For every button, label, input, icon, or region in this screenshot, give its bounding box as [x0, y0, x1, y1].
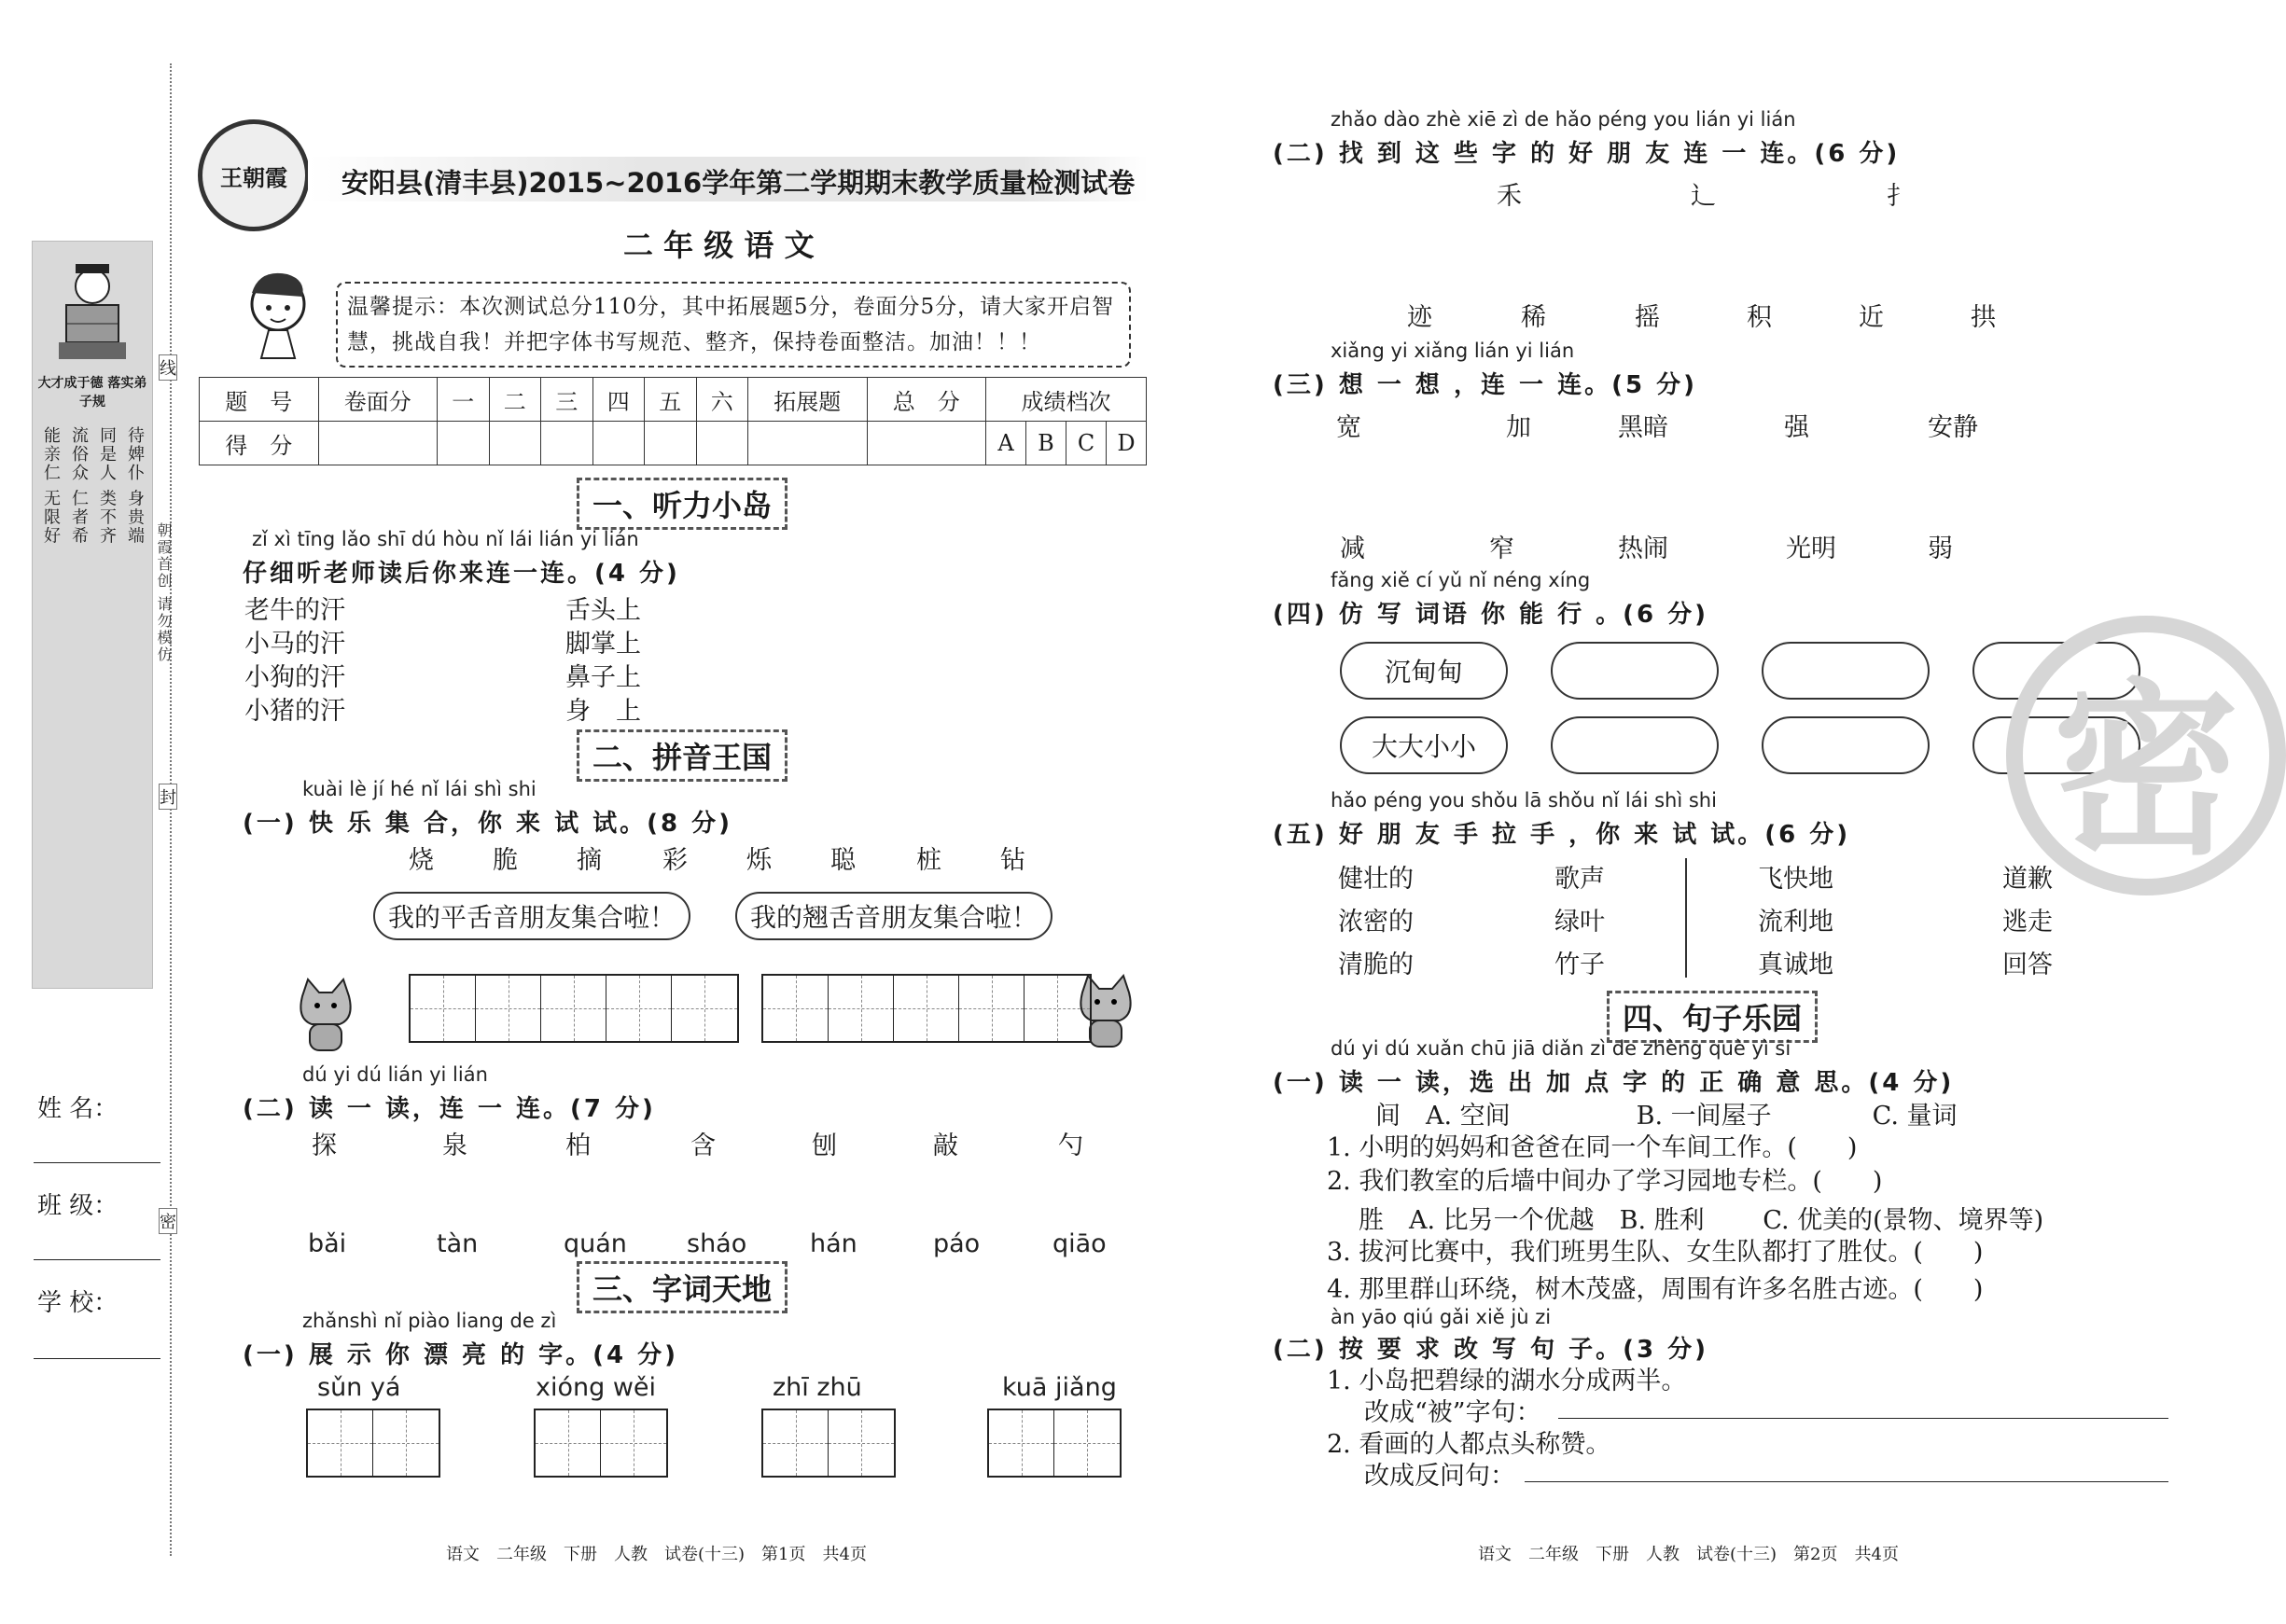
char-item: 勺 [1058, 1131, 1083, 1160]
pinyin-line: dú yi dú lián yi lián [302, 1063, 488, 1086]
match-right-item: 舌头上 [565, 596, 641, 625]
pinyin-line: dú yi dú xuǎn chū jiā diǎn zì de zhèng què yì si [1331, 1037, 1791, 1060]
question-imitate-words: (四) 仿 写 词语 你 能 行 。(6 分) [1273, 601, 1709, 629]
char-item: 稀 [1521, 303, 1546, 332]
footer-page-1: 语文 二年级 下册 人教 试卷(十三) 第1页 共4页 [446, 1545, 867, 1564]
word-item: 道歉 [2002, 865, 2053, 894]
match-left-item: 小狗的汗 [244, 663, 345, 692]
writing-grid-curled-tongue[interactable] [761, 974, 1092, 1043]
question-find-friends: (二) 找 到 这 些 字 的 好 朋 友 连 一 连。(6 分) [1273, 140, 1901, 168]
pinyin-line: zǐ xì tīng lǎo shī dú hòu nǐ lái lián yi lián [252, 528, 639, 550]
score-header-cell: 二 [489, 378, 541, 422]
match-right-item: 鼻子上 [565, 663, 641, 692]
match-left-item: 老牛的汗 [244, 596, 345, 625]
word-item: 流利地 [1758, 908, 1833, 937]
score-cell[interactable] [867, 422, 986, 465]
word-cloud-answer[interactable] [1551, 642, 1719, 700]
score-cell[interactable] [645, 422, 697, 465]
sidebar-verses [33, 426, 152, 546]
score-table-score-row [200, 422, 1147, 465]
pinyin-item: qiāo [1052, 1229, 1107, 1258]
char-item: 泉 [442, 1131, 467, 1160]
word-item: 回答 [2002, 951, 2053, 979]
definition-options-sheng: 胜 A. 比另一个优越 B. 胜利 C. 优美的(景物、境界等) [1359, 1206, 2044, 1235]
word-item: 歌声 [1554, 865, 1605, 894]
score-header-cell: 拓展题 [748, 378, 868, 422]
char-item: 拱 [1971, 303, 1996, 332]
score-header-cell: 四 [592, 378, 645, 422]
word-item: 减 [1340, 534, 1365, 563]
pinyin-line: hǎo péng you shǒu lā shǒu nǐ lái shì shi [1331, 789, 1717, 812]
sentence-item: 1. 小明的妈妈和爸爸在同一个车间工作。( ) [1327, 1133, 1858, 1162]
grid-cell[interactable] [959, 976, 1025, 1041]
publisher-logo [198, 119, 310, 231]
grid-cell[interactable] [411, 976, 476, 1041]
speech-bubble-flat-tongue: 我的平舌音朋友集合啦！ [373, 892, 690, 940]
sidebar-motto-panel [32, 241, 153, 989]
word-item: 强 [1784, 413, 1809, 442]
sentence-item: 1. 小岛把碧绿的湖水分成两半。 [1327, 1367, 1687, 1395]
radical-item: 辶 [1691, 182, 1716, 211]
tips-box [336, 282, 1131, 368]
section-title-listening: 一、听力小岛 [577, 478, 788, 530]
question-show-characters: (一) 展 示 你 漂 亮 的 字。(4 分) [243, 1341, 679, 1369]
cat-illustration-left [293, 978, 358, 1058]
score-header-cell: 六 [696, 378, 748, 422]
pinyin-line: xiǎng yi xiǎng lián yi lián [1331, 340, 1575, 362]
score-cell[interactable] [541, 422, 593, 465]
char-item: 敲 [933, 1131, 958, 1160]
verse: 待婢仆 身贵端 [125, 426, 145, 546]
score-table [199, 377, 1147, 465]
grade-cell[interactable]: A [986, 422, 1026, 465]
rewrite-label-rhetorical: 改成反问句： [1364, 1462, 1515, 1491]
sentence-item: 3. 拔河比赛中，我们班男生队、女生队都打了胜仗。( ) [1327, 1238, 1984, 1267]
pinyin-line: kuài lè jí hé nǐ lái shì shi [302, 778, 537, 800]
score-header-cell: 卷面分 [318, 378, 438, 422]
word-cloud-answer[interactable] [1551, 716, 1719, 774]
char-item: 烧 [409, 846, 434, 875]
sentence-item: 4. 那里群山环绕，树木茂盛，周围有许多名胜古迹。( ) [1327, 1275, 1984, 1304]
sidebar-motto: 大才成于德 落实弟子规 [37, 376, 147, 409]
pinyin-item: hán [810, 1229, 857, 1258]
answer-line-rhetorical[interactable] [1525, 1481, 2168, 1482]
word-item: 热闹 [1618, 534, 1668, 563]
grid-cell[interactable] [541, 976, 606, 1041]
writing-grid-word-1[interactable] [306, 1409, 440, 1478]
score-header-cell: 三 [541, 378, 593, 422]
pinyin-item: páo [933, 1229, 981, 1258]
grid-cell[interactable] [1025, 976, 1090, 1041]
speech-bubble-curled-tongue: 我的翘舌音朋友集合啦！ [735, 892, 1052, 940]
score-cell[interactable] [592, 422, 645, 465]
word-item: 清脆的 [1338, 951, 1414, 979]
binding-mark-2: 封 [159, 784, 177, 810]
name-field[interactable] [34, 1162, 160, 1163]
match-right-item: 身 上 [565, 697, 641, 726]
score-cell[interactable] [489, 422, 541, 465]
grid-cell[interactable] [536, 1410, 601, 1476]
grid-cell[interactable] [989, 1410, 1054, 1476]
score-cell[interactable] [318, 422, 438, 465]
question-rewrite-sentences: (二) 按 要 求 改 写 句 子。(3 分) [1273, 1336, 1709, 1364]
writing-grid-word-3[interactable] [761, 1409, 896, 1478]
word-cloud-example-2: 大大小小 [1340, 716, 1508, 774]
question-think-connect: (三) 想 一 想 ，连 一 连。(5 分) [1273, 371, 1697, 399]
radical-item: 禾 [1497, 182, 1522, 211]
match-left-item: 小马的汗 [244, 630, 345, 659]
score-header-cell: 五 [645, 378, 697, 422]
section-title-pinyin: 二、拼音王国 [577, 729, 788, 782]
section-title-sentences: 四、句子乐园 [1607, 991, 1818, 1043]
word-item: 弱 [1928, 534, 1953, 563]
char-item: 脆 [493, 846, 518, 875]
confidential-seal [2006, 616, 2286, 895]
match-left-item: 小猪的汗 [244, 697, 345, 726]
question-read-connect: (二) 读 一 读，连 一 连。(7 分) [243, 1095, 656, 1123]
char-item: 柏 [565, 1131, 591, 1160]
name-label: 姓 名： [37, 1095, 118, 1123]
word-pinyin: xióng wěi [536, 1373, 657, 1402]
question-hand-in-hand: (五) 好 朋 友 手 拉 手 ，你 来 试 试。(6 分) [1273, 821, 1851, 849]
score-cell[interactable] [438, 422, 490, 465]
char-item: 含 [690, 1131, 716, 1160]
score-header-cell: 题 号 [200, 378, 319, 422]
score-table-header-row [200, 378, 1147, 422]
word-cloud-answer[interactable] [1762, 642, 1930, 700]
word-pinyin: sǔn yá [317, 1373, 401, 1402]
question-happy-gather: (一) 快 乐 集 合，你 来 试 试。(8 分) [243, 810, 733, 838]
word-item: 竹子 [1554, 951, 1605, 979]
tips-text: 温馨提示：本次测试总分110分，其中拓展题5分，卷面分5分，请大家开启智慧，挑战自我！并把字体书写规范、整齐，保持卷面整洁。加油！！！ [347, 295, 1115, 354]
grid-cell[interactable] [606, 976, 672, 1041]
word-item: 逃走 [2002, 908, 2053, 937]
sentence-item: 2. 我们教室的后墙中间办了学习园地专栏。( ) [1327, 1167, 1883, 1196]
char-item: 钻 [1000, 846, 1025, 875]
char-item: 桩 [916, 846, 941, 875]
subject-title: 二 年 级 语 文 [623, 228, 815, 263]
pinyin-line: zhǎo dào zhè xiē zì de hǎo péng you lián yi lián [1331, 108, 1796, 131]
char-item: 聪 [830, 846, 856, 875]
word-item: 飞快地 [1758, 865, 1833, 894]
grid-cell[interactable] [763, 976, 829, 1041]
word-item: 窄 [1489, 534, 1514, 563]
writing-grid-word-4[interactable] [987, 1409, 1122, 1478]
grid-cell[interactable] [476, 976, 541, 1041]
grade-cell[interactable]: C [1066, 422, 1107, 465]
char-item: 摇 [1635, 303, 1660, 332]
grade-cell[interactable]: B [1026, 422, 1066, 465]
char-item: 近 [1859, 303, 1884, 332]
pinyin-item: tàn [437, 1229, 479, 1258]
grid-cell[interactable] [829, 976, 894, 1041]
word-cloud-answer[interactable] [1762, 716, 1930, 774]
score-cell[interactable] [696, 422, 748, 465]
grade-cell[interactable]: D [1107, 422, 1147, 465]
grid-cell[interactable] [373, 1410, 439, 1476]
school-label: 学 校： [37, 1289, 118, 1317]
sentence-item: 2. 看画的人都点头称赞。 [1327, 1430, 1611, 1459]
grid-cell[interactable] [601, 1410, 666, 1476]
score-header-cell: 一 [438, 378, 490, 422]
question-choose-meaning: (一) 读 一 读，选 出 加 点 字 的 正 确 意 思。(4 分) [1273, 1069, 1955, 1097]
class-label: 班 级： [37, 1192, 118, 1220]
word-item: 安静 [1928, 413, 1978, 442]
grid-cell[interactable] [894, 976, 959, 1041]
verse: 流俗众 仁者希 [69, 426, 89, 546]
word-item: 绿叶 [1554, 908, 1605, 937]
score-header-cell: 总 分 [867, 378, 986, 422]
char-item: 刨 [812, 1131, 837, 1160]
grid-cell[interactable] [829, 1410, 894, 1476]
verse: 同是人 类不齐 [97, 426, 117, 546]
char-item: 探 [312, 1131, 337, 1160]
word-cloud-example-1: 沉甸甸 [1340, 642, 1508, 700]
char-item: 积 [1747, 303, 1772, 332]
char-item: 迹 [1407, 303, 1432, 332]
char-item: 烁 [746, 846, 772, 875]
pinyin-item: quán [564, 1229, 627, 1258]
word-item: 黑暗 [1618, 413, 1668, 442]
verse: 能亲仁 无限好 [41, 426, 61, 546]
section-title-words: 三、字词天地 [577, 1261, 788, 1313]
school-field[interactable] [34, 1358, 160, 1359]
definition-options-jian: 间 A. 空间 B. 一间屋子 C. 量词 [1375, 1102, 1958, 1131]
exam-title: 安阳县(清丰县)2015~2016学年第二学期期末教学质量检测试卷 [342, 167, 1136, 199]
binding-mark-3: 密 [159, 1208, 177, 1234]
rewrite-label-passive: 改成“被”字句： [1364, 1398, 1541, 1427]
writing-grid-word-2[interactable] [534, 1409, 668, 1478]
match-right-item: 脚掌上 [565, 630, 641, 659]
footer-page-2: 语文 二年级 下册 人教 试卷(十三) 第2页 共4页 [1478, 1545, 1899, 1564]
girl-mascot [231, 265, 325, 371]
word-item: 光明 [1786, 534, 1836, 563]
grid-cell[interactable] [308, 1410, 373, 1476]
writing-grid-flat-tongue[interactable] [409, 974, 739, 1043]
question-listening: 仔细听老师读后你来连一连。(4 分) [243, 560, 680, 588]
word-item: 浓密的 [1338, 908, 1414, 937]
pinyin-line: àn yāo qiú gǎi xiě jù zi [1331, 1306, 1552, 1328]
grid-cell[interactable] [763, 1410, 829, 1476]
column-divider [1685, 858, 1687, 978]
grid-cell[interactable] [672, 976, 737, 1041]
vertical-note: 朝霞首创 请勿模仿 [155, 522, 173, 664]
radical-item: 扌 [1887, 182, 1912, 211]
pinyin-item: bǎi [308, 1229, 347, 1258]
pinyin-line: fǎng xiě cí yǔ nǐ néng xíng [1331, 569, 1591, 591]
char-item: 摘 [577, 846, 602, 875]
score-row-label: 得 分 [200, 422, 319, 465]
seal-text: 密 [2052, 662, 2239, 881]
char-item: 彩 [662, 846, 688, 875]
class-field[interactable] [34, 1259, 160, 1260]
scholar-illustration [55, 257, 130, 368]
word-pinyin: zhī zhū [773, 1373, 862, 1402]
answer-line-passive[interactable] [1558, 1418, 2168, 1419]
word-item: 健壮的 [1338, 865, 1414, 894]
binding-line [170, 63, 172, 1556]
score-cell[interactable] [748, 422, 868, 465]
word-item: 宽 [1336, 413, 1361, 442]
binding-mark-1: 线 [159, 354, 177, 381]
pinyin-line: zhǎnshì nǐ piào liang de zì [302, 1310, 557, 1332]
logo-text: 王朝霞 [220, 163, 287, 191]
word-pinyin: kuā jiǎng [1002, 1373, 1117, 1402]
word-item: 加 [1506, 413, 1531, 442]
score-header-cell: 成绩档次 [986, 378, 1147, 422]
grid-cell[interactable] [1054, 1410, 1120, 1476]
pinyin-item: sháo [687, 1229, 747, 1258]
word-item: 真诚地 [1758, 951, 1833, 979]
